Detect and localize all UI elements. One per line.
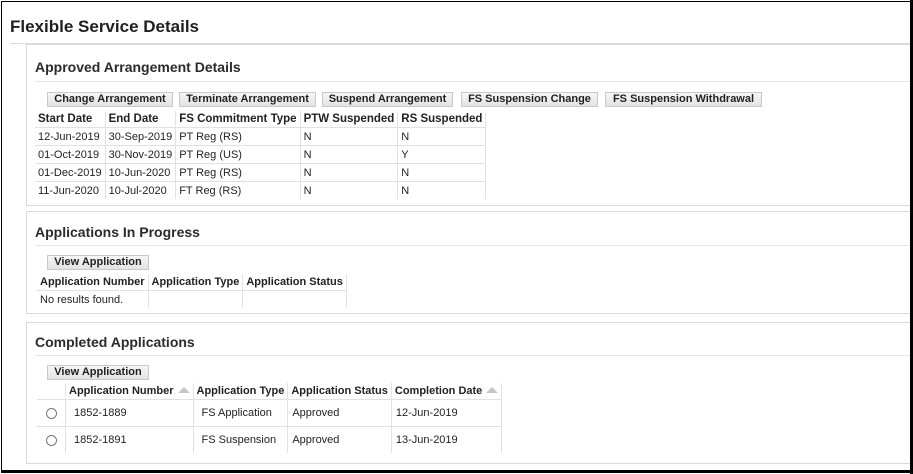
fs-suspension-change-button[interactable]: FS Suspension Change <box>461 92 598 107</box>
end-date-cell: 10-Jun-2020 <box>105 164 176 182</box>
table-row <box>37 291 346 309</box>
applications-in-progress-table <box>37 274 347 308</box>
column-header-label: Completion Date <box>394 385 483 397</box>
completed-applications-section <box>26 322 912 464</box>
view-application-button[interactable]: View Application <box>47 255 149 270</box>
application-number-cell: 1852-1889 <box>66 400 194 427</box>
column-header-fs-commitment-type: FS Commitment Type <box>176 111 300 128</box>
sort-ascending-icon[interactable] <box>486 387 498 393</box>
radio-button-icon[interactable] <box>46 408 57 419</box>
approved-arrangement-section <box>26 44 912 206</box>
change-arrangement-button[interactable]: Change Arrangement <box>47 92 173 107</box>
table-header-row <box>35 111 486 128</box>
application-type-cell: FS Suspension <box>193 427 288 454</box>
application-type-cell: FS Application <box>193 400 288 427</box>
start-date-cell: 11-Jun-2020 <box>35 182 105 200</box>
suspend-arrangement-button[interactable]: Suspend Arrangement <box>322 92 453 107</box>
column-header-application-status: Application Status <box>243 274 347 291</box>
select-column-header <box>37 383 66 400</box>
column-header-rs-suspended: RS Suspended <box>398 111 486 128</box>
completion-date-cell: 13-Jun-2019 <box>391 427 501 454</box>
application-status-cell: Approved <box>288 400 392 427</box>
ptw-suspended-cell: N <box>300 128 398 146</box>
table-header-row <box>37 274 346 291</box>
table-row <box>35 182 486 200</box>
section-divider <box>35 81 912 82</box>
table-row <box>37 427 502 454</box>
select-cell <box>37 400 66 427</box>
table-row <box>35 164 486 182</box>
table-header-row <box>37 383 502 400</box>
rs-suspended-cell: N <box>398 164 486 182</box>
column-header-application-number: Application Number <box>37 274 148 291</box>
end-date-cell: 30-Sep-2019 <box>105 128 176 146</box>
commitment-type-cell: PT Reg (US) <box>176 146 300 164</box>
applications-in-progress-section <box>26 211 912 314</box>
table-row <box>35 146 486 164</box>
radio-button-icon[interactable] <box>46 435 57 446</box>
rs-suspended-cell: N <box>398 182 486 200</box>
no-results-cell: No results found. <box>37 291 148 309</box>
column-header-label: Application Number <box>69 385 174 397</box>
column-header-ptw-suspended: PTW Suspended <box>300 111 398 128</box>
column-header-application-number[interactable] <box>66 383 194 400</box>
select-cell <box>37 427 66 454</box>
end-date-cell: 30-Nov-2019 <box>105 146 176 164</box>
end-date-cell: 10-Jul-2020 <box>105 182 176 200</box>
ptw-suspended-cell: N <box>300 182 398 200</box>
table-row <box>35 128 486 146</box>
commitment-type-cell: FT Reg (RS) <box>176 182 300 200</box>
ptw-suspended-cell: N <box>300 164 398 182</box>
section-divider <box>35 245 912 246</box>
terminate-arrangement-button[interactable]: Terminate Arrangement <box>179 92 316 107</box>
rs-suspended-cell: N <box>398 128 486 146</box>
ptw-suspended-cell: N <box>300 146 398 164</box>
start-date-cell: 12-Jun-2019 <box>35 128 105 146</box>
table-row <box>37 400 502 427</box>
column-header-application-type: Application Type <box>193 383 288 400</box>
start-date-cell: 01-Oct-2019 <box>35 146 105 164</box>
commitment-type-cell: PT Reg (RS) <box>176 164 300 182</box>
rs-suspended-cell: Y <box>398 146 486 164</box>
completed-applications-table <box>37 383 502 453</box>
fs-suspension-withdrawal-button[interactable]: FS Suspension Withdrawal <box>605 92 762 107</box>
empty-cell <box>148 291 243 309</box>
column-header-application-type: Application Type <box>148 274 243 291</box>
column-header-application-status: Application Status <box>288 383 392 400</box>
application-status-cell: Approved <box>288 427 392 454</box>
start-date-cell: 01-Dec-2019 <box>35 164 105 182</box>
approved-arrangement-table <box>35 111 486 199</box>
commitment-type-cell: PT Reg (RS) <box>176 128 300 146</box>
completion-date-cell: 12-Jun-2019 <box>391 400 501 427</box>
application-number-cell: 1852-1891 <box>66 427 194 454</box>
view-application-button[interactable]: View Application <box>47 365 149 380</box>
column-header-completion-date[interactable] <box>391 383 501 400</box>
empty-cell <box>243 291 347 309</box>
approved-arrangement-title: Approved Arrangement Details <box>35 59 241 75</box>
applications-in-progress-title: Applications In Progress <box>35 224 200 240</box>
column-header-end-date: End Date <box>105 111 176 128</box>
page-frame <box>1 1 912 473</box>
column-header-start-date: Start Date <box>35 111 105 128</box>
sort-ascending-icon[interactable] <box>178 387 190 393</box>
completed-applications-title: Completed Applications <box>35 334 195 350</box>
page-title: Flexible Service Details <box>10 17 199 36</box>
section-divider <box>35 355 912 356</box>
